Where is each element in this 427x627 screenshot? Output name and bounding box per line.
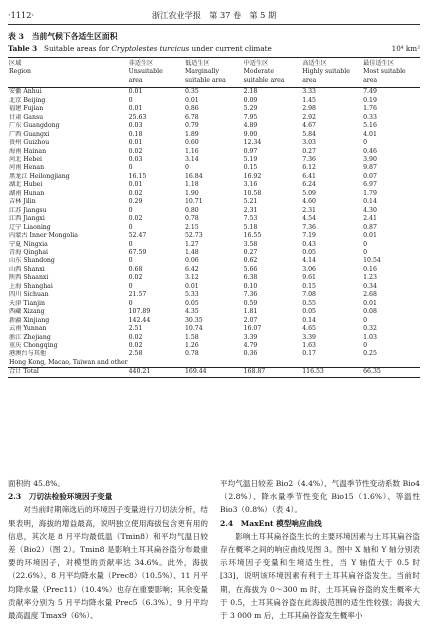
area-value-cell: 0.02 [128,333,143,341]
area-value-cell: 1.76 [363,105,377,113]
area-value-cell: 1.89 [184,130,199,138]
area-value-cell: 7.36 [302,223,316,231]
area-value-cell: 0 [363,139,368,147]
table-header-cell [8,77,128,88]
body-paragraph: 影响土耳其扁谷盗生长的主要环境因素与土耳其扁谷盗存在概率之间的响应曲线见图 3。图中 X 轴和 Y 轴分别表示环境因子变量和生境适生性，当 Y 轴值大于 0.5 时[33]，说明该环境因素有利于土耳其扁谷盗发生。当前时期，在海拔为 0～300 m 时，土耳其扁谷盗的发生概率大于 0.5，土耳其扁谷盗在此海拔范围的适生性较强；海拔大于 3 000 m 后，土耳其扁谷盗发生概率小 [220,531,420,621]
area-value-cell: 1.16 [184,147,199,155]
region-cell: 湖南 Hunan [9,189,45,197]
table-row [8,325,420,333]
area-value-cell: 0.27 [302,147,316,155]
table-header-cell: Unsuitable [128,68,163,76]
region-cell: 湖北 Hubei [9,181,43,189]
table-row [8,114,420,122]
area-value-cell: 0.14 [363,198,377,206]
area-value-cell: 0 [128,257,133,265]
area-value-cell: 0.27 [243,248,258,256]
section-heading: 2.4 MaxEnt 模型响应曲线 [220,518,322,528]
table-row [8,88,420,97]
table-row [8,232,420,240]
area-value-cell: 0.33 [363,113,377,121]
region-cell: 重庆 Chongqing [9,341,58,349]
region-cell: 山东 Shandong [9,257,55,265]
table-total-row [8,368,420,377]
area-value-cell: 0.03 [128,122,143,130]
body-paragraph: 平均气温日较差 Bio2（4.4%）、气温季节性变动系数 Bio4（2.8%）、降水量季节性变化 Bio15（1.6%）、等温性 Bio3（0.8%）（表 4）。 [220,479,420,515]
area-value-cell: 10.54 [363,257,381,265]
area-value-cell: 2.41 [363,215,377,223]
area-value-cell: 5.18 [243,223,258,231]
area-value-cell: 5.09 [302,189,316,197]
table-row [8,207,420,215]
table-row [8,139,420,147]
area-value-cell: 6.41 [302,172,316,180]
table-unit: 10⁴ km² [391,44,420,53]
area-value-cell: 5.84 [302,130,316,138]
area-value-cell: 52.73 [184,232,203,240]
body-right-column [220,477,420,622]
area-value-cell: 4.67 [302,122,316,130]
area-value-cell: 0.19 [363,96,377,104]
area-value-cell: 1.03 [363,333,377,341]
area-value-cell [243,359,302,368]
area-value-cell: 3.39 [243,333,258,341]
table-header-row [8,77,420,88]
area-value-cell: 0 [128,223,133,231]
table-row [8,350,420,358]
area-value-cell: 4.60 [302,198,316,206]
table-header-cell: suitable area [184,77,243,88]
table-row [8,342,420,350]
table-row [8,300,420,308]
suitable-area-table [8,57,420,378]
area-value-cell: 67.59 [128,248,147,256]
area-value-cell: 3.33 [302,88,316,96]
table-row [8,173,420,181]
area-value-cell: 0.78 [184,215,199,223]
table-header-cell: 最佳适生区 [362,58,420,69]
area-value-cell: 0 [128,164,133,172]
table-row [8,181,420,189]
region-cell: 陕西 Shaanxi [9,274,49,282]
table-row [8,317,420,325]
table-header-cell: 区域 [8,58,128,69]
area-value-cell: 1.90 [184,189,199,197]
area-value-cell: 0.87 [363,223,377,231]
table-row [8,359,420,368]
region-cell: 云南 Yunnan [9,325,47,333]
region-cell: 北京 Beijing [9,96,46,104]
total-value-cell: 440.21 [128,368,184,377]
table-row [8,308,420,316]
area-value-cell: 5.21 [243,198,258,206]
table-row [8,274,420,282]
area-value-cell [362,359,420,368]
area-value-cell: 3.06 [302,265,316,273]
area-value-cell: 4.14 [302,257,316,265]
area-value-cell: 4.54 [302,215,316,223]
body-paragraph: 对当前时期筛选后的环境因子变量进行刀切法分析，结果表明，海拔的增益最高，说明独立使用海拔包含更有用的信息，其次是 8 月平均最低温（Tmin8）和平均气温日较差（Bio2）（图 2）。Tmin8 是影响土耳其扁谷盗分布最重要的环境因子，对模型的贡献率达 34.6%。此外，海拔（22.6%）、8 月平均降水量（Prec8）（10.5%）、11 月平均降水量（Prec11）（10.4%）也存在重要影响；其余变量贡献率分别为 5 月平均降水量 Prec5（6.3%）、9 月平均最高温度 Tmax9（6%）、 [8,505,208,621]
table-header-cell: 高适生区 [301,58,362,69]
table-row [8,190,420,198]
area-value-cell: 7.95 [243,113,258,121]
area-value-cell: 0.05 [302,308,316,316]
area-value-cell: 7.36 [243,291,258,299]
table-row [8,215,420,223]
table-row [8,122,420,130]
area-value-cell: 3.39 [302,333,316,341]
area-value-cell: 3.14 [184,155,199,163]
area-value-cell: 0.15 [243,164,258,172]
area-value-cell: 3.12 [184,274,199,282]
area-value-cell: 16.55 [243,232,262,240]
area-value-cell: 1.48 [184,248,199,256]
area-value-cell: 0.78 [184,350,199,358]
table-row [8,164,420,172]
region-cell: 新疆 Xinjiang [9,316,50,324]
area-value-cell: 6.78 [184,113,199,121]
area-value-cell: 0 [184,164,189,172]
total-value-cell: 116.53 [301,368,362,377]
area-value-cell: 2.92 [302,113,316,121]
page-number: ·1112· [8,10,35,20]
region-cell: 内蒙古 Inner Mongolia [9,232,78,240]
table-title-species: Cryptolestes turcicus [111,44,190,53]
region-cell: 河北 Hebei [9,155,43,163]
area-value-cell: 0 [128,299,133,307]
area-value-cell: 2.58 [128,350,143,358]
area-value-cell: 0.34 [363,282,377,290]
area-value-cell: 7.08 [302,291,316,299]
area-value-cell: 7.36 [302,155,316,163]
table-label: Table 3 [8,44,38,53]
area-value-cell: 30.35 [184,316,203,324]
area-value-cell: 0.18 [128,130,143,138]
table-title-zh: 表 3 当前气候下各适生区面积 [8,32,118,41]
region-cell: 广西 Guangxi [9,130,50,138]
section-heading: 2.3 刀切法检验环境因子变量 [8,492,113,502]
area-value-cell: 9.87 [363,164,377,172]
table-row [8,266,420,274]
area-value-cell: 5.16 [363,122,377,130]
area-value-cell: 0.62 [243,257,258,265]
area-value-cell: 0.55 [302,299,316,307]
area-value-cell: 4.65 [302,325,316,333]
area-value-cell: 6.38 [243,274,258,282]
table-header-cell: area [362,77,420,88]
area-value-cell: 52.47 [128,232,147,240]
area-value-cell: 1.45 [302,96,316,104]
region-cell: 天津 Tianjin [9,299,46,307]
area-value-cell: 0.02 [128,274,143,282]
table-title-pre: Suitable areas for [44,44,112,53]
area-value-cell: 0.01 [184,282,199,290]
area-value-cell: 6.24 [302,181,316,189]
area-value-cell: 4.79 [243,341,258,349]
table-header-cell: Moderate [243,68,275,76]
area-value-cell: 0 [128,240,133,248]
area-value-cell [301,359,362,368]
area-value-cell: 0 [363,316,368,324]
area-value-cell: 0 [128,96,133,104]
table-header-cell: area [128,77,184,88]
area-value-cell: 2.68 [363,291,377,299]
table-row [8,224,420,232]
region-cell: 山西 Shanxi [9,265,45,273]
area-value-cell: 0.05 [302,248,316,256]
area-value-cell: 0.29 [128,198,143,206]
region-cell: 黑龙江 Heilongjiang [9,172,70,180]
region-cell: 辽宁 Liaoning [9,223,51,231]
area-value-cell: 3.03 [302,139,316,147]
area-value-cell: 0.01 [363,232,377,240]
area-value-cell: 0.15 [302,282,316,290]
area-value-cell [128,359,184,368]
area-value-cell: 2.18 [243,88,258,96]
area-value-cell: 7.19 [302,232,316,240]
area-value-cell: 5.33 [184,291,199,299]
region-cell: 青海 Qinghai [9,248,48,256]
table-header-cell: Region [9,68,31,76]
region-cell: 贵州 Guizhou [9,139,50,147]
area-value-cell: 5.29 [243,105,258,113]
area-value-cell: 4.01 [363,130,377,138]
running-header [8,8,420,22]
area-value-cell: 0.02 [128,341,143,349]
area-value-cell: 10.74 [184,325,203,333]
area-value-cell: 0 [363,240,368,248]
region-cell: 福建 Fujian [9,105,44,113]
area-value-cell: 0.07 [363,172,377,180]
table-header-cell: 非适生区 [128,58,184,69]
area-value-cell: 0 [128,206,133,214]
region-cell: 四川 Sichuan [9,291,49,299]
area-value-cell: 16.15 [128,172,147,180]
region-cell: 海南 Hainan [9,147,47,155]
total-label-cell: 合计 Total [8,368,128,377]
area-value-cell: 0.60 [184,139,199,147]
area-value-cell: 5.66 [243,265,258,273]
area-value-cell: 1.63 [302,341,316,349]
area-value-cell: 10.58 [243,189,262,197]
area-value-cell: 1.27 [184,240,199,248]
area-value-cell: 1.58 [184,333,199,341]
area-value-cell: 3.16 [243,181,258,189]
area-value-cell: 1.81 [243,308,258,316]
area-value-cell: 0.09 [243,96,258,104]
area-value-cell: 0.36 [243,350,258,358]
table-header-cell: Marginally [184,68,220,76]
table-row [8,131,420,139]
area-value-cell: 0.01 [128,139,143,147]
area-value-cell: 0.68 [128,265,143,273]
table-row [8,198,420,206]
area-value-cell: 0 [128,282,133,290]
table-row [8,148,420,156]
area-value-cell: 3.90 [363,155,377,163]
area-value-cell: 0.86 [184,105,199,113]
area-value-cell: 6.42 [184,265,199,273]
area-value-cell [184,359,243,368]
area-value-cell: 1.23 [363,274,377,282]
region-cell: 安徽 Anhui [9,88,42,96]
area-value-cell: 1.18 [184,181,199,189]
table-row [8,97,420,105]
area-value-cell: 25.63 [128,113,147,121]
area-value-cell: 0.97 [243,147,258,155]
table-header-cell: 低适生区 [184,58,243,69]
region-cell: 浙江 Zhejiang [9,333,51,341]
region-cell: 河南 Henan [9,164,45,172]
area-value-cell: 0.46 [363,147,377,155]
area-value-cell: 0.02 [128,189,143,197]
area-value-cell: 0.01 [128,105,143,113]
region-cell: 江西 Jiangxi [9,215,45,223]
region-cell: Hong Kong, Macao, Taiwan and other [9,358,128,366]
area-value-cell: 2.31 [302,206,316,214]
table-header-cell: 中适生区 [243,58,302,69]
area-value-cell: 4.89 [243,122,258,130]
area-value-cell: 0.79 [184,122,199,130]
area-value-cell: 4.30 [363,206,377,214]
table-header-row [8,68,420,76]
area-value-cell: 0.05 [184,299,199,307]
area-value-cell: 0.32 [363,325,377,333]
table-header-cell: Most suitable [363,68,406,76]
area-value-cell: 0.14 [302,316,316,324]
area-value-cell: 6.97 [363,181,377,189]
area-value-cell: 0.59 [243,299,258,307]
area-value-cell: 0.17 [302,350,316,358]
area-value-cell: 0.01 [363,299,377,307]
area-value-cell: 16.92 [243,172,262,180]
area-value-cell: 0.03 [128,155,143,163]
region-cell: 宁夏 Ningxia [9,240,48,248]
table-header-cell: Highly suitable [302,68,350,76]
table-row [8,283,420,291]
area-value-cell: 0.02 [128,147,143,155]
area-value-cell: 7.49 [363,88,377,96]
area-value-cell: 7.53 [243,215,258,223]
area-value-cell: 0.35 [184,88,199,96]
region-cell: 上海 Shanghai [9,282,53,290]
region-cell: 吉林 Jilin [9,198,36,206]
table-header-row [8,58,420,69]
body-paragraph: 面积的 45.8%。 [8,479,65,488]
area-value-cell: 107.89 [128,308,151,316]
table-row [8,291,420,299]
area-value-cell: 16.07 [243,325,262,333]
table-row [8,105,420,113]
area-value-cell: 9.61 [302,274,316,282]
body-left-column [8,477,208,622]
table-title-post: under current climate [189,44,272,53]
area-value-cell: 2.15 [184,223,199,231]
area-value-cell: 0.01 [184,96,199,104]
table-title-en [8,44,420,53]
area-value-cell: 2.98 [302,105,316,113]
area-value-cell: 2.51 [128,325,143,333]
area-value-cell: 2.31 [243,206,258,214]
area-value-cell: 0.08 [363,308,377,316]
area-value-cell: 16.84 [184,172,203,180]
total-value-cell: 169.44 [184,368,243,377]
area-value-cell: 9.00 [243,130,258,138]
area-value-cell: 6.12 [302,164,316,172]
region-cell: 江苏 Jiangsu [9,206,47,214]
area-value-cell: 0 [363,248,368,256]
area-value-cell: 0.43 [302,240,316,248]
table-row [8,257,420,265]
table-header-cell: suitable area [243,77,302,88]
area-value-cell: 0.10 [243,282,258,290]
area-value-cell: 2.07 [243,316,258,324]
area-value-cell: 12.34 [243,139,262,147]
journal-title: 浙江农业学报 第 37 卷 第 5 期 [151,10,277,20]
area-value-cell: 10.71 [184,198,203,206]
area-value-cell: 0.01 [128,88,143,96]
header-rule [8,24,420,25]
area-value-cell: 4.35 [184,308,199,316]
region-cell: 广东 Guangdong [9,122,60,130]
area-value-cell: 0 [363,341,368,349]
table-row [8,334,420,342]
area-value-cell: 1.26 [184,341,199,349]
area-value-cell: 0.25 [363,350,377,358]
region-cell: 港澳台与其他 [9,350,47,358]
area-value-cell: 0.16 [363,265,377,273]
table-row [8,156,420,164]
area-value-cell: 0.02 [128,215,143,223]
total-value-cell: 66.35 [362,368,420,377]
area-value-cell: 0.01 [128,181,143,189]
total-value-cell: 168.87 [243,368,302,377]
region-cell: 西藏 Xizang [9,308,45,316]
area-value-cell: 21.57 [128,291,147,299]
area-value-cell: 3.58 [243,240,258,248]
table-row [8,249,420,257]
table-header-cell: area [301,77,362,88]
area-value-cell: 142.44 [128,316,151,324]
area-value-cell: 1.79 [363,189,377,197]
table-row [8,241,420,249]
area-value-cell: 5.19 [243,155,258,163]
area-value-cell: 0.06 [184,257,199,265]
area-value-cell: 0.80 [184,206,199,214]
region-cell: 甘肃 Gansu [9,113,44,121]
